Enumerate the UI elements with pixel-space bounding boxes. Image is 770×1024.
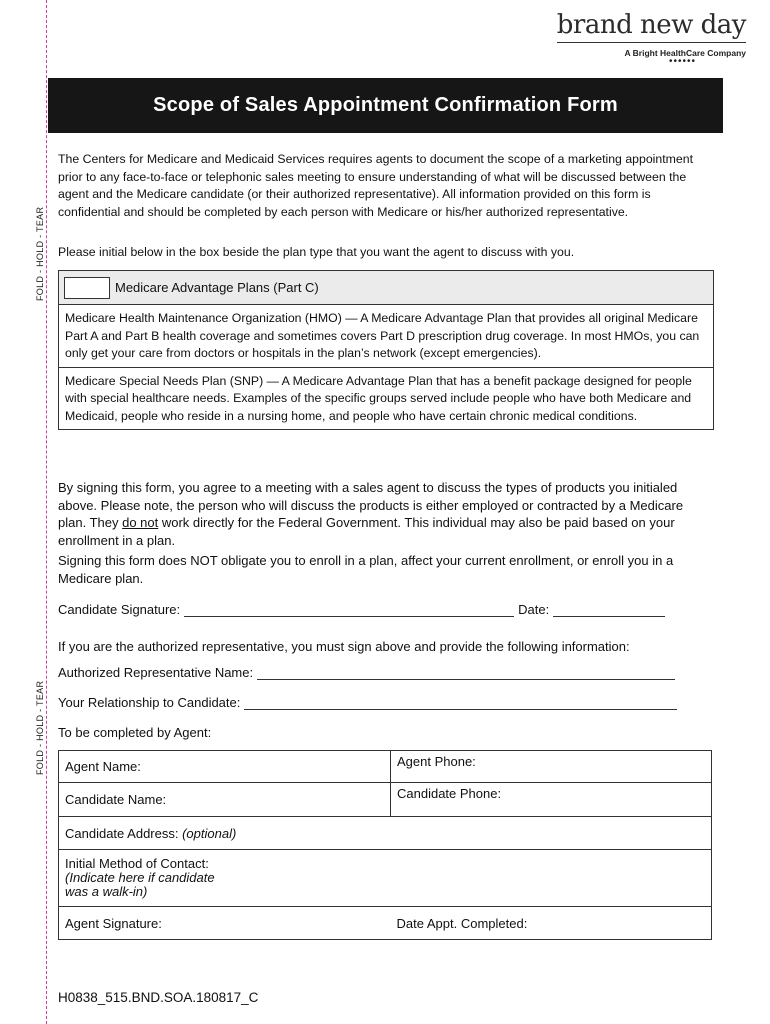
candidate-signature-row [58,602,712,617]
title-bar [48,78,723,133]
agent-phone-label: Agent Phone: [397,754,476,769]
authorized-rep-name-label: Authorized Representative Name: [58,665,254,680]
brand-logo [557,10,746,66]
logo-wordmark: brand new day [557,10,746,43]
instruction-text: Please initial below in the box beside the plan type that you want the agent to discuss with you. [58,245,575,259]
candidate-phone-cell[interactable] [391,783,712,817]
agent-phone-cell[interactable] [391,751,712,783]
candidate-name-label: Candidate Name: [65,792,167,807]
initial-contact-note-1: (Indicate here if candidate [65,870,215,885]
logo-tagline: A Bright HealthCare Company [624,48,746,58]
relationship-field[interactable] [244,696,677,710]
date-field[interactable] [553,603,665,617]
candidate-phone-label: Candidate Phone: [397,786,502,801]
plan-hmo-description: Medicare Health Maintenance Organization (HMO) — A Medicare Advantage Plan that provides all original Medicare Part A and Part B health coverage and sometimes covers Part D prescription drug coverage. In most HMOs, you can only get your care from doctors or hospitals in the plan’s network (except emergencies). [65,311,700,360]
date-completed-cell[interactable] [391,907,712,940]
form-code: H0838_515.BND.SOA.180817_C [58,990,259,1005]
relationship-label: Your Relationship to Candidate: [58,695,241,710]
emphasis-do-not: do not [122,515,159,530]
candidate-signature-field[interactable] [184,603,514,617]
date-completed-label: Date Appt. Completed: [396,915,528,931]
initial-contact-label: Initial Method of Contact: [65,856,209,871]
logo-dots: •••••• [668,56,696,67]
initial-input-box[interactable] [64,277,110,299]
fold-label-top: FOLD - HOLD - TEAR [35,206,45,301]
candidate-address-cell[interactable] [59,817,712,850]
fold-tear-line [46,0,47,1024]
fold-label-bottom: FOLD - HOLD - TEAR [35,680,45,775]
plans-box [58,270,714,430]
candidate-address-optional: (optional) [182,825,237,841]
plans-header-label: Medicare Advantage Plans (Part C) [115,280,319,295]
candidate-address-label: Candidate Address: [65,825,179,841]
initial-contact-cell[interactable] [59,850,712,907]
authorized-rep-note: If you are the authorized representative, you must sign above and provide the following information: [58,639,630,654]
agent-signature-label: Agent Signature: [65,915,162,931]
agent-name-label: Agent Name: [65,759,141,774]
relationship-row [58,695,712,710]
plan-snp-description: Medicare Special Needs Plan (SNP) — A Medicare Advantage Plan that has a benefit package designed for people with special healthcare needs. Examples of the specific groups served include people who have both Medicare and Medicaid, people who reside in a nursing home, and people who have certain chronic medical conditions. [59,367,713,430]
agreement-paragraph-1: By signing this form, you agree to a meeting with a sales agent to discuss the types of products you initialed above. Please note, the person who will discuss the products is either employed or contracted by a Medicare plan. They do not work directly for the Federal Government. This individual may also be paid based on your enrollment in a plan. [58,480,684,548]
agreement-paragraph-2: Signing this form does NOT obligate you to enroll in a plan, affect your current enrollment, or enroll you in a Medicare plan. [58,553,674,586]
agreement-text [58,479,714,590]
intro-paragraph: The Centers for Medicare and Medicaid Services requires agents to document the scope of a marketing appointment prior to any face-to-face or telephonic sales meeting to ensure understanding of what will be discussed between the agent and the Medicare candidate (or their authorized representative). All information provided on this form is confidential and should be completed by each person with Medicare or his/her authorized representative. [58,152,693,219]
agent-name-cell[interactable] [59,751,391,783]
candidate-name-cell[interactable] [59,783,391,817]
agent-info-table [58,750,712,940]
agent-section-heading: To be completed by Agent: [58,725,212,740]
page-title: Scope of Sales Appointment Confirmation Form [153,94,618,116]
candidate-signature-label: Candidate Signature: [58,602,181,617]
agent-signature-cell[interactable] [59,907,391,940]
plans-header [59,271,713,305]
authorized-rep-name-field[interactable] [257,666,675,680]
authorized-rep-row [58,665,712,680]
initial-contact-note-2: was a walk-in) [65,884,148,899]
date-label: Date: [518,602,550,617]
